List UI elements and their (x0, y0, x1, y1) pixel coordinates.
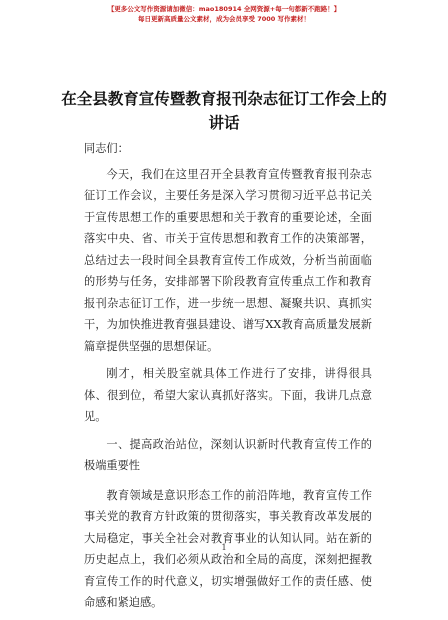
body-paragraph: 今天，我们在这里召开全县教育宣传暨教育报刊杂志征订工作会议，主要任务是深入学习贯彻习近平总书记关于宣传思想工作的重要思想和关于教育的重要论述，全面落实中央、省、市关于宣传思想和教育工作的决策部署，总结过去一段时间全县教育宣传工作成效，分析当前面临的形势与任务，安排部署下阶段教育宣传重点工作和教育报刊杂志征订工作，进一步统一思想、凝聚共识、真抓实干，为加快推进教育强县建设、谱写XX教育高质量发展新篇章提供坚强的思想保证。 (84, 167, 372, 353)
document-title: 在全县教育宣传暨教育报刊杂志征订工作会上的讲话 (61, 89, 387, 132)
section-heading: 一、提高政治站位，深刻认识新时代教育宣传工作的极端重要性 (84, 437, 372, 472)
body-paragraph: 教育领域是意识形态工作的前沿阵地，教育宣传工作事关党的教育方针政策的贯彻落实，事关教育改革发展的大局稳定，事关全社会对教育事业的认知认同。站在新的历史起点上，我们必须从政治和全局的高度，深刻把握教育宣传工作的时代意义，切实增强做好工作的责任感、使命感和紧迫感。 (84, 488, 372, 609)
promo-banner-line-2: 每日更新高质量公文素材，成为会员享受 7000 写作素材！ (137, 15, 311, 23)
page-number: 1 (221, 543, 227, 552)
promo-banner-line-1: 【更多公文写作资源请加微信：mao180914 全网资源+每一句都新不跑路！】 (107, 5, 341, 13)
body-paragraph: 刚才，相关股室就具体工作进行了安排，讲得很具体、很到位，希望大家认真抓好落实。下面，我讲几点意见。 (84, 367, 372, 423)
salutation: 同志们： (84, 142, 129, 155)
promo-banner (0, 4, 448, 24)
